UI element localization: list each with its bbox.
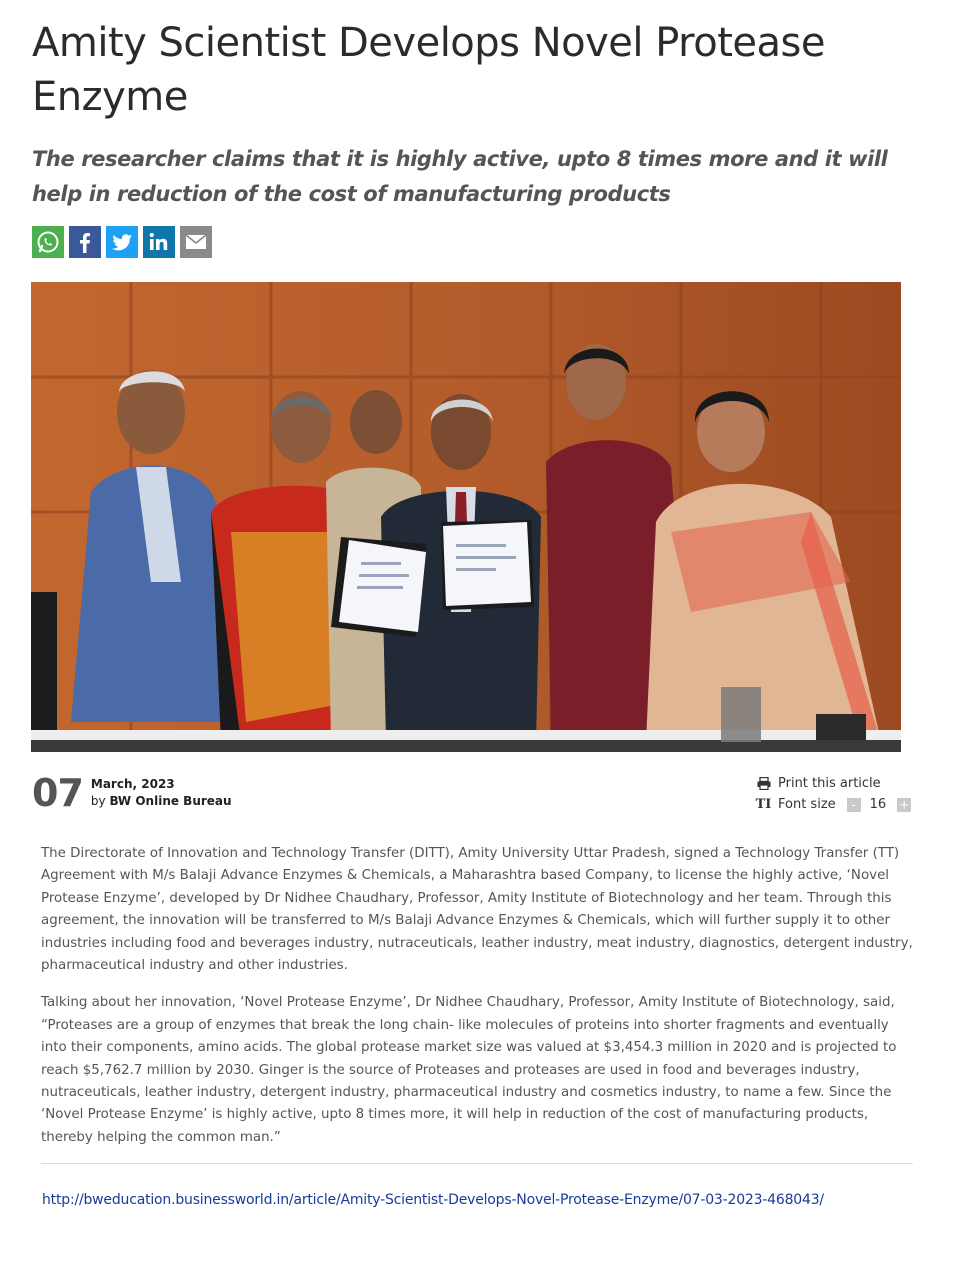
share-bar: [32, 226, 212, 258]
printer-icon: [756, 777, 771, 790]
article-subtitle: The researcher claims that it is highly active, upto 8 times more and it will help in reduction of the cost of manufacturing products: [32, 147, 888, 206]
source-url-link[interactable]: http://bweducation.businessworld.in/article/Amity-Scientist-Develops-Novel-Protease-Enzyme/07-03-2023-468043/: [42, 1192, 824, 1208]
article-photo: [31, 282, 901, 752]
email-icon: [183, 229, 209, 255]
date-meta: [91, 776, 232, 810]
publish-day: 07: [32, 771, 83, 815]
font-size-increase-button[interactable]: +: [899, 797, 910, 812]
publish-date: [32, 772, 232, 814]
article-paragraph: Talking about her innovation, ‘Novel Protease Enzyme’, Dr Nidhee Chaudhary, Professor, Amity Institute of Biotechnology, said, “Proteases are a group of enzymes that break the long chain- like molecules of proteins into shorter fragments and eventually into their components, amino acids. The global protease market size was valued at $3,454.3 million in 2020 and is projected to reach $5,762.7 million by 2030. Ginger is the source of Proteases and proteases are used in food and beverages industry, nutraceuticals, leather industry, detergent industry, pharmaceutical industry and cosmetics industry, to name a few. Since the ‘Novel Protease Enzyme’ is highly active, upto 8 times more, it will help in reduction of the cost of manufacturing products, thereby helping the common man.”: [41, 995, 897, 1145]
font-size-value: 16: [869, 797, 887, 812]
by-label: by: [90, 794, 106, 808]
mou-signing-photo: [31, 282, 901, 752]
article-title: Amity Scientist Develops Novel Protease Enzyme: [32, 20, 825, 120]
facebook-icon: [72, 229, 98, 255]
font-size-label: Font size: [778, 797, 836, 812]
print-article-button[interactable]: [756, 773, 911, 794]
twitter-icon: [109, 229, 135, 255]
font-size-decrease-button[interactable]: -: [847, 798, 861, 812]
email-share-button[interactable]: [180, 226, 212, 258]
article-paragraph: The Directorate of Innovation and Technology Transfer (DITT), Amity University Uttar Pradesh, signed a Technology Transfer (TT) Agreement with M/s Balaji Advance Enzymes & Chemicals, a Maharashtra based Company, to license the highly active, ‘Novel Protease Enzyme’, developed by Dr Nidhee Chaudhary, Professor, Amity Institute of Biotechnology and her team. Through this agreement, the innovation will be transferred to M/s Balaji Advance Enzymes & Chemicals, which will further supply it to other industries including food and beverages industry, nutraceuticals, leather industry, meat industry, diagnostics, detergent industry, pharmaceutical industry and other industries.: [41, 846, 913, 974]
text-size-icon: TI: [755, 797, 772, 812]
linkedin-icon: [146, 229, 172, 255]
author-name[interactable]: BW Online Bureau: [109, 794, 232, 808]
publish-month-year: March, 2023: [90, 777, 175, 791]
article-body: [41, 843, 913, 1164]
facebook-share-button[interactable]: [69, 226, 101, 258]
print-article-label: Print this article: [778, 776, 881, 791]
divider: [41, 1163, 913, 1164]
whatsapp-icon: [35, 229, 61, 255]
twitter-share-button[interactable]: [106, 226, 138, 258]
font-size-control: [756, 794, 911, 815]
article-tools: [756, 773, 911, 815]
whatsapp-share-button[interactable]: [32, 226, 64, 258]
linkedin-share-button[interactable]: [143, 226, 175, 258]
